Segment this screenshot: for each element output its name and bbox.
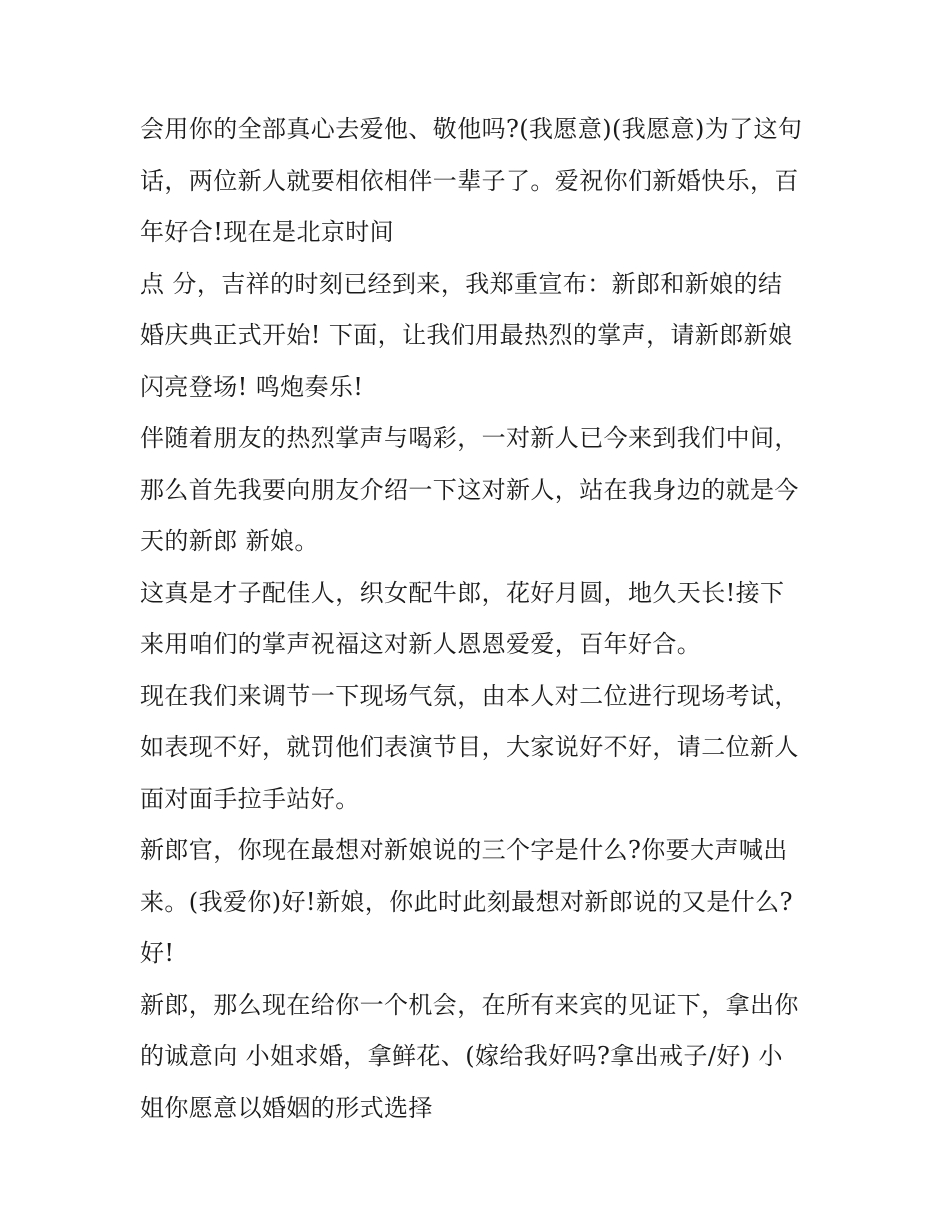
text-line: 那么首先我要向朋友介绍一下这对新人，站在我身边的就是今 <box>140 475 799 504</box>
text-line: 姐你愿意以婚姻的形式选择 <box>140 1093 433 1122</box>
text-line: 现在我们来调节一下现场气氛，由本人对二位进行现场考试， <box>140 681 799 710</box>
text-line: 闪亮登场! 鸣炮奏乐! <box>140 372 364 401</box>
paragraph-introduce-couple <box>140 413 820 568</box>
paragraph-three-words <box>140 825 820 980</box>
text-line: 会用你的全部真心去爱他、敬他吗?(我愿意)(我愿意)为了这句 <box>140 115 803 143</box>
paragraph-vows-question <box>140 104 820 259</box>
text-line: 这真是才子配佳人，织女配牛郎，花好月圆，地久天长!接下 <box>140 578 785 607</box>
text-line: 伴随着朋友的热烈掌声与喝彩，一对新人已今来到我们中间， <box>140 424 799 452</box>
text-line: 新郎官，你现在最想对新娘说的三个字是什么?你要大声喊出 <box>140 836 788 864</box>
paragraph-game-intro <box>140 671 820 826</box>
text-line: 好! <box>140 939 175 967</box>
text-line: 话，两位新人就要相依相伴一辈子了。爱祝你们新婚快乐，百 <box>140 166 799 195</box>
text-line: 来。(我爱你)好!新娘，你此时此刻最想对新郎说的又是什么? <box>140 887 793 916</box>
text-line: 点 分，吉祥的时刻已经到来，我郑重宣布：新郎和新娘的结 <box>140 269 783 298</box>
text-line: 如表现不好，就罚他们表演节目，大家说好不好，请二位新人 <box>140 733 799 761</box>
text-line: 的诚意向 小姐求婚，拿鲜花、(嫁给我好吗?拿出戒子/好) 小 <box>140 1042 783 1070</box>
text-line: 来用咱们的掌声祝福这对新人恩恩爱爱，百年好合。 <box>140 630 702 658</box>
text-line: 婚庆典正式开始! 下面，让我们用最热烈的掌声，请新郎新娘 <box>140 321 793 349</box>
text-line: 年好合!现在是北京时间 <box>140 218 395 246</box>
paragraph-blessing <box>140 568 820 671</box>
document-body <box>140 104 820 1134</box>
paragraph-ceremony-start <box>140 259 820 414</box>
text-line: 天的新郎 新娘。 <box>140 527 319 555</box>
text-line: 面对面手拉手站好。 <box>140 784 360 813</box>
text-line: 新郎，那么现在给你一个机会，在所有来宾的见证下，拿出你 <box>140 990 799 1019</box>
paragraph-proposal <box>140 980 820 1135</box>
